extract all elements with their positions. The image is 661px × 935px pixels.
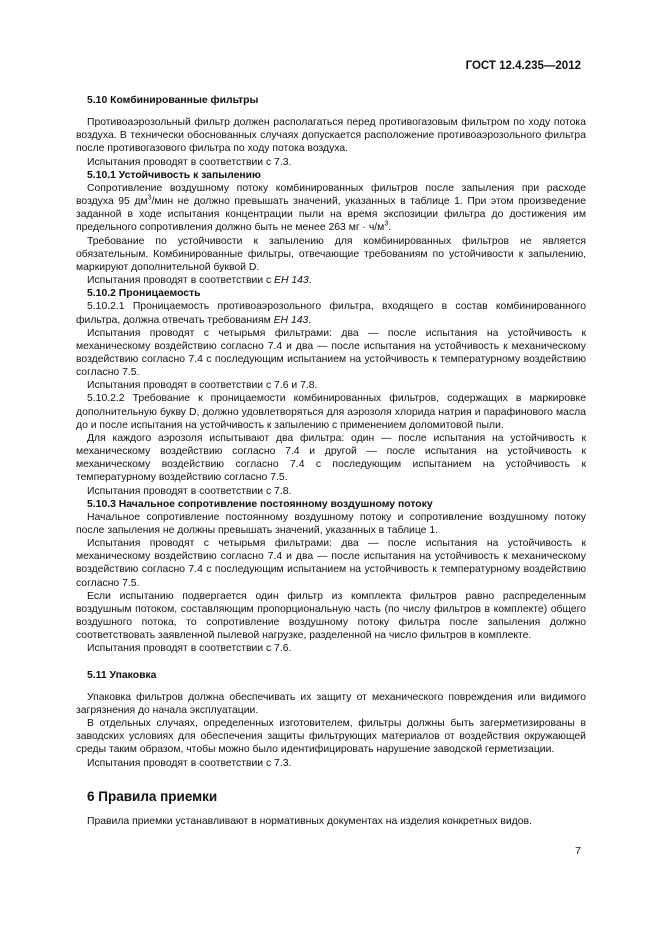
paragraph: В отдельных случаях, определенных изготовителем, фильтры должны быть загерметизированы в заводских условиях для обеспечения защиты фильтрующих материалов от воздействия окружающей среды таким образом, чтобы можно было идентифицировать нарушение заводской герметизации.: [76, 718, 586, 756]
section-5-10-2-title: 5.10.2 Проницаемость: [87, 288, 201, 300]
paragraph: Если испытанию подвергается один фильтр из комплекта фильтров равно распределенным воздушным потоком, составляющим пропорциональную часть (по числу фильтров в комплекте) общего воздушного потока, то сопротивление воздушному потоку фильтра после запыления должно соответствовать заявленной пылевой нагрузке, разделенной на число фильтров в комплекте.: [76, 590, 586, 642]
standard-reference: ЕН 143: [274, 275, 309, 287]
paragraph: Правила приемки устанавливают в нормативных документах на изделия конкретных видов.: [87, 815, 532, 827]
paragraph: Испытания проводят в соответствии с 7.8.: [87, 485, 292, 497]
text-run: Сопротивление воздушному потоку комбинированных фильтров после запыления при расходе воздуха 95 дм: [76, 182, 586, 208]
section-5-10-1-title: 5.10.1 Устойчивость к запылению: [87, 169, 261, 181]
paragraph: Противоаэрозольный фильтр должен располагаться перед противогазовым фильтром по ходу потока воздуха. В технически обоснованных случаях допускается расположение противоаэрозольного фильтра после противогазового фильтра по ходу потока воздуха.: [76, 117, 586, 155]
paragraph: Испытания проводят с четырьмя фильтрами: два — после испытания на устойчивость к механическому воздействию согласно 7.4 и два — после испытания на устойчивость к механическому воздействию согласно 7.4 с последующим испытанием на устойчивость к температурному воздействию согласно 7.5.: [76, 538, 586, 589]
section-5-10-title: 5.10 Комбинированные фильтры: [87, 95, 259, 106]
paragraph: Испытания проводят в соответствии с 7.3.: [87, 757, 292, 769]
paragraph: [76, 274, 586, 287]
text-run: .: [388, 222, 392, 234]
paragraph: Для каждого аэрозоля испытывают два фильтра: один — после испытания на устойчивость к механическому воздействию согласно 7.4 и другой — после испытания на устойчивость к механическому воздействию согласно 7.4 с последующим испытанием на устойчивость к температурному воздействию согласно 7.5.: [76, 432, 586, 484]
paragraph: Испытания проводят в соответствии с 7.6 и 7.8.: [87, 380, 318, 392]
paragraph: [76, 300, 586, 326]
text-run: /мин не должно превышать значений, указанных в таблице 1. При этом произведение заданной в ходе испытания концентрации пыли на время экспозиции фильтра до достижения им предельного сопротивления должно быть не менее 263 мг · ч/м: [76, 196, 586, 234]
paragraph: Требование по устойчивости к запылению для комбинированных фильтров не является обязательным. Комбинированные фильтры, отвечающие требованиям по устойчивости к запылению, маркируют дополнительной буквой D.: [76, 235, 586, 273]
paragraph: Упаковка фильтров должна обеспечивать их защиту от механического повреждения или видимого загрязнения до начала эксплуатации.: [76, 691, 586, 716]
paragraph: Начальное сопротивление постоянному воздушному потоку и сопротивление воздушному потоку после запыления не должны превышать значений, указанных в таблице 1.: [76, 511, 586, 536]
text-run: 5.10.2.1 Проницаемость противоаэрозольного фильтра, входящего в состав комбинированного фильтра, должна отвечать требованиям: [76, 301, 586, 326]
paragraph: Испытания проводят в соответствии с 7.3.: [87, 156, 292, 168]
text-run: Испытания проводят в соответствии с: [87, 275, 275, 287]
section-5-10-3-title: 5.10.3 Начальное сопротивление постоянному воздушному потоку: [87, 498, 433, 510]
page-body: [76, 94, 586, 828]
paragraph: Испытания проводят с четырьмя фильтрами: два — после испытания на устойчивость к механическому воздействию согласно 7.4 и два — после испытания на устойчивость к механическому воздействию согласно 7.4 с последующим испытанием на устойчивость к температурному воздействию согласно 7.5.: [76, 327, 586, 379]
text-run: .: [308, 314, 312, 326]
superscript: 3: [147, 194, 152, 202]
paragraph: Испытания проводят в соответствии с 7.6.: [87, 643, 292, 655]
page-number: 7: [575, 845, 581, 857]
superscript: 3: [384, 220, 389, 228]
paragraph: [76, 182, 586, 235]
paragraph: 5.10.2.2 Требование к проницаемости комбинированных фильтров, содержащих в маркировке дополнительную букву D, должно удовлетворяться для аэрозоля хлорида натрия и парафинового масла до и после испытания на устойчивость к запылению с применением доломитовой пыли.: [76, 393, 586, 431]
section-6-title: 6 Правила приемки: [87, 788, 218, 804]
standard-reference: ЕН 143: [273, 314, 309, 326]
text-run: .: [308, 275, 312, 287]
standard-header: ГОСТ 12.4.235—2012: [465, 60, 581, 72]
section-5-11-title: 5.11 Упаковка: [87, 669, 157, 681]
